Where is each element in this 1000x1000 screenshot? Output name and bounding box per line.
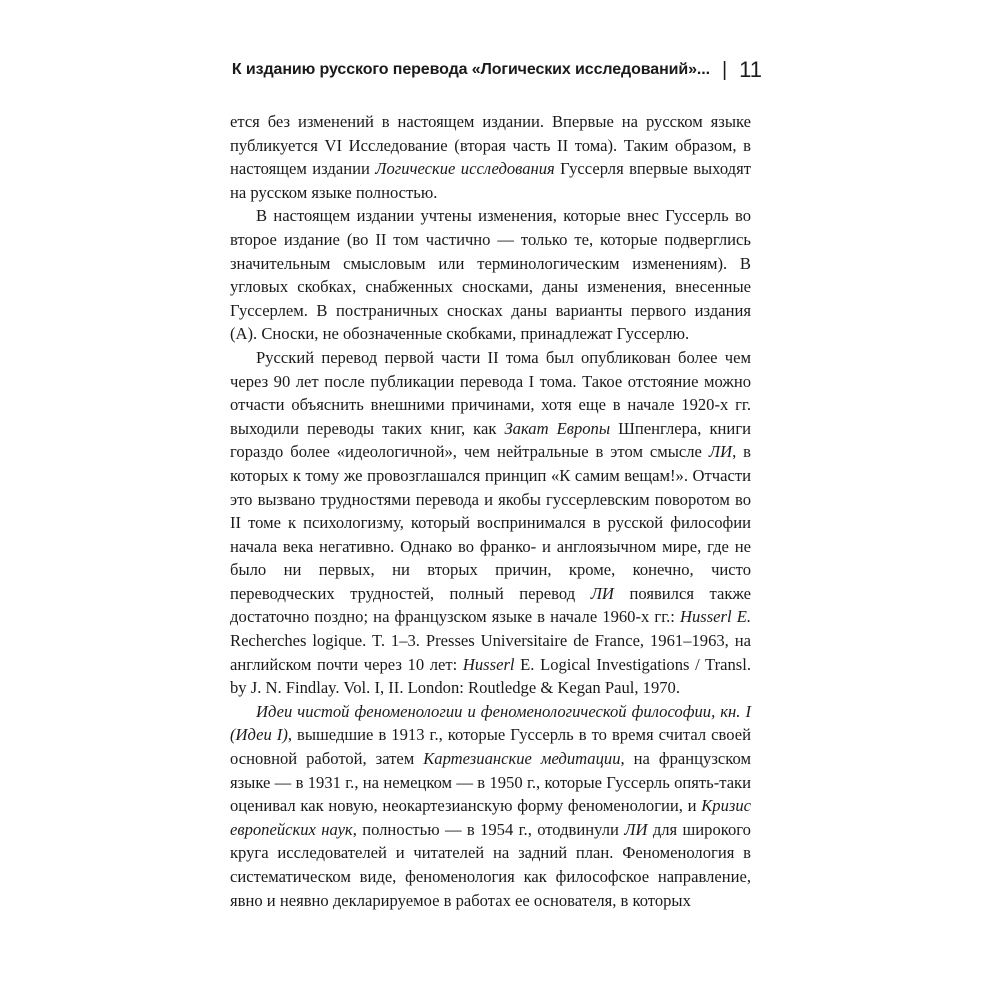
- paragraph-1-text-1: ется без изменений в настоящем издании. Впервые на русском языке публикуется VI Исследование (вторая часть II тома). Таким образом, в настоящем издании: [230, 112, 751, 179]
- paragraph-4: [230, 700, 751, 912]
- running-head: [230, 56, 762, 84]
- paragraph-4-italic-3: Кризис европейских наук: [230, 796, 751, 839]
- body-text: [230, 110, 751, 912]
- paragraph-1-text-2: Гуссерля впервые выходят на русском языке полностью.: [230, 159, 751, 202]
- paragraph-3: [230, 346, 751, 700]
- paragraph-4-text-3: , полностью — в 1954 г., отодвинули: [352, 819, 625, 839]
- paragraph-3-italic-2: ЛИ: [708, 442, 733, 462]
- paragraph-4-italic-2: Картезианские медитации: [423, 749, 621, 769]
- paragraph-2: [230, 204, 751, 346]
- paragraph-3-text-5: Recherches logique. T. 1–3. Presses Universitaire de France, 1961–1963, на английском почти через 10 лет:: [230, 631, 751, 674]
- paragraph-3-text-4: появился также достаточно поздно; на французском языке в начале 1960-х гг.:: [230, 583, 752, 627]
- paragraph-3-text-1: Русский перевод первой части II тома был опубликован более чем через 90 лет после публикации перевода I тома. Такое отстояние можно отчасти объяснить внешними причинами, хотя еще в начале 1920-х гг. выходили переводы таких книг, как: [230, 347, 751, 438]
- paragraph-4-text-4: для широкого круга исследователей и читателей на задний план. Феноменология в систематическом виде, феноменология как философское направление, явно и неявно декларируемое в работах ее основателя, в которых: [230, 819, 751, 910]
- paragraph-3-italic-5: Husserl: [462, 654, 515, 674]
- paragraph-3-text-2: Шпенглера, книги гораздо более «идеологичной», чем нейтральные в этом смысле: [230, 418, 752, 462]
- paragraph-3-text-3: , в которых к тому же провозглашался принцип «К самим вещам!». Отчасти это вызвано трудностями перевода и якобы гуссерлевским поворотом во II томе к психологизму, который воспринимался в русской философии начала века негативно. Однако во франко- и англоязычном мире, где не было ни первых, ни вторых причин, кроме, конечно, чисто переводческих трудностей, полный перевод: [230, 442, 751, 603]
- page-number: 11: [739, 57, 762, 82]
- paragraph-2-text-1: В настоящем издании учтены изменения, которые внес Гуссерль во второе издание (во II том частично — только те, которые подверглись значительным смысловым или терминологическим изменениям). В угловых скобках, снабженных сносками, даны изменения, внесенные Гуссерлем. В постраничных сносках даны варианты первого издания (А). Сноски, не обозначенные скобками, принадлежат Гуссерлю.: [230, 206, 751, 344]
- running-head-title: К изданию русского перевода «Логических исследований»...: [231, 61, 710, 78]
- paragraph-4-text-2: , на французском языке — в 1931 г., на немецком — в 1950 г., которые Гуссерль опять-таки оценивал как новую, неокартезианскую форму феноменологии, и: [230, 749, 751, 816]
- paragraph-3-italic-1: Закат Европы: [504, 418, 611, 438]
- paragraph-4-italic-4: ЛИ: [624, 819, 648, 839]
- paragraph-3-italic-3: ЛИ: [590, 583, 614, 603]
- paragraph-1: [230, 110, 751, 204]
- paragraph-4-text-1: , вышедшие в 1913 г., которые Гуссерль в то время считал своей основной работой, затем: [230, 725, 751, 769]
- running-head-separator: |: [721, 58, 728, 81]
- paragraph-3-italic-4: Husserl E.: [679, 607, 751, 627]
- paragraph-4-italic-1: Идеи чистой феноменологии и феноменологической философии, кн. I (Идеи I): [230, 701, 751, 745]
- paragraph-1-italic-1: Логические исследования: [375, 159, 555, 179]
- paragraph-3-text-6: E. Logical Investigations / Transl. by J. N. Findlay. Vol. I, II. London: Routledge & Kegan Paul, 1970.: [230, 654, 752, 698]
